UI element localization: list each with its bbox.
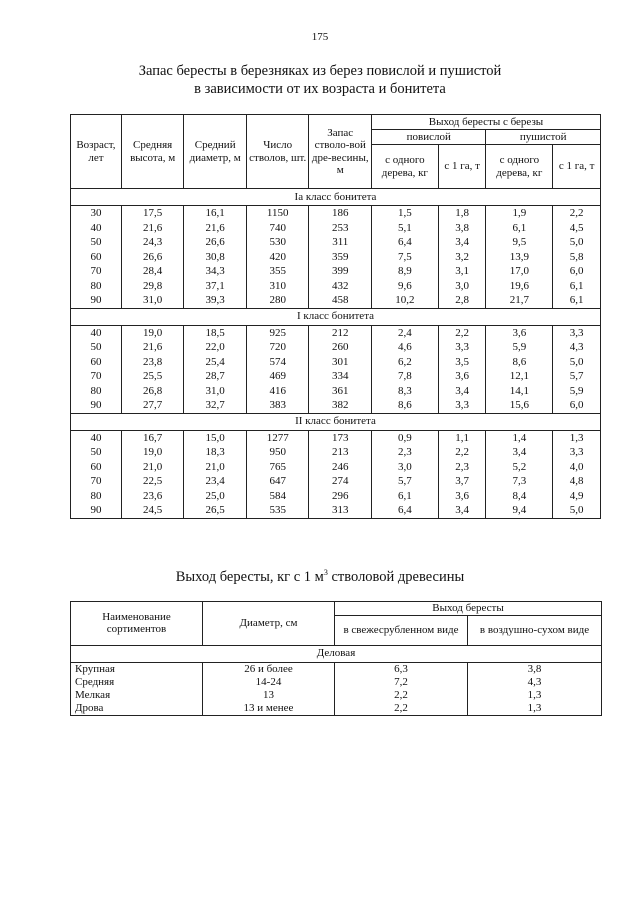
table-cell: 1,5 [372, 206, 439, 221]
table-cell: 382 [309, 398, 372, 413]
table-row [71, 264, 601, 279]
table-cell: 246 [309, 460, 372, 475]
table-cell: 29,8 [121, 279, 184, 294]
table-cell: 70 [71, 369, 122, 384]
table-cell: 334 [309, 369, 372, 384]
table-cell: 3,3 [553, 325, 601, 340]
table-cell: 30,8 [184, 250, 247, 265]
table-cell: 4,9 [553, 489, 601, 504]
table-cell: 3,4 [486, 445, 553, 460]
table-cell: 70 [71, 264, 122, 279]
table-cell: 1,4 [486, 430, 553, 445]
header-height: Средняя высота, м [121, 115, 184, 189]
table-cell: 4,5 [553, 221, 601, 236]
header-diameter-cm: Диаметр, см [203, 602, 335, 646]
table-cell: 3,0 [372, 460, 439, 475]
table-cell: 5,7 [372, 474, 439, 489]
header-pubescens-per-ha: с 1 га, т [553, 145, 601, 189]
table-cell: 173 [309, 430, 372, 445]
table-cell: 26 и более [203, 662, 335, 676]
table-cell: 19,0 [121, 445, 184, 460]
table-cell: 5,7 [553, 369, 601, 384]
table-cell: 22,5 [121, 474, 184, 489]
table-row [71, 489, 601, 504]
table-cell: 8,3 [372, 384, 439, 399]
birch-bark-stock-table [70, 114, 601, 519]
header-air-dry: в воздушно-сухом виде [468, 615, 602, 645]
table-cell: 26,6 [121, 250, 184, 265]
table-cell: 14-24 [203, 676, 335, 689]
table-cell: 39,3 [184, 293, 247, 308]
table-cell: 1,3 [468, 689, 602, 702]
table-cell: 28,4 [121, 264, 184, 279]
table-cell: 21,6 [184, 221, 247, 236]
table-cell: 40 [71, 221, 122, 236]
table-cell: 383 [246, 398, 309, 413]
table-cell: 3,6 [438, 369, 486, 384]
table-cell: 274 [309, 474, 372, 489]
table-cell: 30 [71, 206, 122, 221]
table-cell: 6,4 [372, 235, 439, 250]
table-cell: 7,3 [486, 474, 553, 489]
table-cell: 7,2 [335, 676, 468, 689]
table-row [71, 398, 601, 413]
table-cell: 9,6 [372, 279, 439, 294]
table-cell: 8,4 [486, 489, 553, 504]
table-row [71, 369, 601, 384]
table-cell: 6,3 [335, 662, 468, 676]
table-cell: 2,2 [438, 445, 486, 460]
header-diameter: Средний диаметр, м [184, 115, 247, 189]
table-cell: 355 [246, 264, 309, 279]
table-cell: 420 [246, 250, 309, 265]
table-row [71, 221, 601, 236]
table-row [71, 460, 601, 475]
table-cell: 535 [246, 503, 309, 518]
table1-title-line2: в зависимости от их возраста и бонитета [194, 81, 446, 97]
table-cell: 6,0 [553, 264, 601, 279]
table-cell: Крупная [71, 662, 203, 676]
table-cell: 18,3 [184, 445, 247, 460]
table-cell: 15,0 [184, 430, 247, 445]
table-cell: 5,9 [486, 340, 553, 355]
table-cell: 13 [203, 689, 335, 702]
header-stems: Число стволов, шт. [246, 115, 309, 189]
table-row [71, 676, 602, 689]
table-cell: 8,9 [372, 264, 439, 279]
table-cell: 584 [246, 489, 309, 504]
table-cell: 90 [71, 503, 122, 518]
table2-title-prefix: Выход бересты, кг с 1 м [175, 568, 324, 585]
table-cell: 469 [246, 369, 309, 384]
table-cell: 15,6 [486, 398, 553, 413]
table-cell: 3,3 [438, 340, 486, 355]
table-cell: 5,0 [553, 235, 601, 250]
table-cell: 23,8 [121, 355, 184, 370]
table1-body [71, 189, 601, 519]
table-cell: 21,6 [121, 221, 184, 236]
table-cell: 399 [309, 264, 372, 279]
table-cell: 9,5 [486, 235, 553, 250]
table-cell: 4,0 [553, 460, 601, 475]
table-cell: 23,4 [184, 474, 247, 489]
table-cell: 26,8 [121, 384, 184, 399]
table-cell: 530 [246, 235, 309, 250]
table-cell: Дрова [71, 702, 203, 716]
table-cell: 1,9 [486, 206, 553, 221]
table1-title [0, 62, 640, 98]
table-cell: 8,6 [486, 355, 553, 370]
section-title: I класс бонитета [71, 308, 601, 325]
table-cell: 6,1 [553, 293, 601, 308]
table-cell: 60 [71, 355, 122, 370]
table-cell: Мелкая [71, 689, 203, 702]
table-cell: 5,9 [553, 384, 601, 399]
table-cell: 416 [246, 384, 309, 399]
header-fresh: в свежесрубленном виде [335, 615, 468, 645]
table-cell: 2,2 [438, 325, 486, 340]
section-title-business: Деловая [71, 645, 602, 662]
table-cell: 5,2 [486, 460, 553, 475]
table-row [71, 293, 601, 308]
table-cell: 19,6 [486, 279, 553, 294]
table-cell: 720 [246, 340, 309, 355]
table2-title [0, 568, 640, 586]
table1-title-line1: Запас бересты в березняках из берез повислой и пушистой [138, 63, 502, 79]
table-cell: 25,0 [184, 489, 247, 504]
table-cell: 0,9 [372, 430, 439, 445]
header-age: Возраст, лет [71, 115, 122, 189]
table-cell: 2,8 [438, 293, 486, 308]
table-cell: 1,1 [438, 430, 486, 445]
table-cell: 280 [246, 293, 309, 308]
table-cell: 574 [246, 355, 309, 370]
table-cell: 8,6 [372, 398, 439, 413]
table-cell: Средняя [71, 676, 203, 689]
header-pendula-per-ha: с 1 га, т [438, 145, 486, 189]
table-cell: 260 [309, 340, 372, 355]
table2-title-sup: 3 [323, 568, 328, 577]
table-cell: 50 [71, 235, 122, 250]
table-row [71, 662, 602, 676]
table-cell: 70 [71, 474, 122, 489]
header-assortment: Наименование сортиментов [71, 602, 203, 646]
table-cell: 950 [246, 445, 309, 460]
table-cell: 296 [309, 489, 372, 504]
bark-yield-table [70, 601, 602, 716]
table-cell: 13,9 [486, 250, 553, 265]
table-cell: 6,4 [372, 503, 439, 518]
table-cell: 7,8 [372, 369, 439, 384]
table-cell: 212 [309, 325, 372, 340]
table-row [71, 474, 601, 489]
table-cell: 359 [309, 250, 372, 265]
table-cell: 90 [71, 293, 122, 308]
table-cell: 3,8 [468, 662, 602, 676]
table-cell: 4,6 [372, 340, 439, 355]
table-cell: 361 [309, 384, 372, 399]
table-row [71, 384, 601, 399]
table-cell: 1,3 [468, 702, 602, 716]
header-bark-yield: Выход бересты [335, 602, 602, 616]
table-row [71, 235, 601, 250]
table-cell: 40 [71, 430, 122, 445]
table-row [71, 503, 601, 518]
table-cell: 24,3 [121, 235, 184, 250]
table-cell: 311 [309, 235, 372, 250]
table-row [71, 445, 601, 460]
table-row [71, 250, 601, 265]
table-row [71, 355, 601, 370]
table-row [71, 340, 601, 355]
table-cell: 925 [246, 325, 309, 340]
section-title: Iа класс бонитета [71, 189, 601, 206]
table-cell: 16,7 [121, 430, 184, 445]
table-cell: 313 [309, 503, 372, 518]
table-cell: 765 [246, 460, 309, 475]
header-pendula: повислой [372, 130, 486, 145]
table-cell: 16,1 [184, 206, 247, 221]
table-cell: 21,7 [486, 293, 553, 308]
table-cell: 18,5 [184, 325, 247, 340]
table-cell: 3,3 [438, 398, 486, 413]
table-cell: 60 [71, 250, 122, 265]
table-cell: 40 [71, 325, 122, 340]
table-row [71, 430, 601, 445]
table-cell: 186 [309, 206, 372, 221]
header-pubescens: пушистой [486, 130, 601, 145]
table-cell: 1,3 [553, 430, 601, 445]
table-cell: 37,1 [184, 279, 247, 294]
table-cell: 90 [71, 398, 122, 413]
table-cell: 24,5 [121, 503, 184, 518]
table-cell: 3,0 [438, 279, 486, 294]
table-cell: 4,3 [553, 340, 601, 355]
table-cell: 14,1 [486, 384, 553, 399]
table-cell: 3,6 [438, 489, 486, 504]
table-cell: 32,7 [184, 398, 247, 413]
table-cell: 253 [309, 221, 372, 236]
table-cell: 22,0 [184, 340, 247, 355]
table-cell: 3,7 [438, 474, 486, 489]
table-cell: 60 [71, 460, 122, 475]
table-cell: 310 [246, 279, 309, 294]
table-cell: 213 [309, 445, 372, 460]
table-cell: 5,8 [553, 250, 601, 265]
table-cell: 2,2 [335, 689, 468, 702]
table-cell: 3,2 [438, 250, 486, 265]
table-cell: 10,2 [372, 293, 439, 308]
table2-body [71, 662, 602, 715]
table-cell: 2,2 [553, 206, 601, 221]
table-cell: 26,6 [184, 235, 247, 250]
table-row [71, 702, 602, 716]
table-cell: 80 [71, 384, 122, 399]
table-cell: 3,3 [553, 445, 601, 460]
table-cell: 3,4 [438, 384, 486, 399]
table-cell: 80 [71, 279, 122, 294]
table-cell: 12,1 [486, 369, 553, 384]
table-cell: 19,0 [121, 325, 184, 340]
table-cell: 4,8 [553, 474, 601, 489]
table-row [71, 689, 602, 702]
section-row [71, 189, 601, 206]
table-cell: 31,0 [121, 293, 184, 308]
table-cell: 21,0 [121, 460, 184, 475]
table-cell: 2,3 [438, 460, 486, 475]
table-cell: 432 [309, 279, 372, 294]
table-cell: 1150 [246, 206, 309, 221]
table-row [71, 325, 601, 340]
page-number: 175 [311, 31, 329, 43]
table-cell: 13 и менее [203, 702, 335, 716]
section-title: II класс бонитета [71, 413, 601, 430]
section-row [71, 413, 601, 430]
table-cell: 6,1 [553, 279, 601, 294]
header-yield: Выход бересты с березы [372, 115, 601, 130]
table-cell: 647 [246, 474, 309, 489]
table2-title-suffix: стволовой древесины [327, 568, 465, 585]
table-cell: 1,8 [438, 206, 486, 221]
table-cell: 25,5 [121, 369, 184, 384]
section-row [71, 308, 601, 325]
table-cell: 21,0 [184, 460, 247, 475]
table-cell: 3,6 [486, 325, 553, 340]
table-cell: 25,4 [184, 355, 247, 370]
table-cell: 7,5 [372, 250, 439, 265]
table-cell: 6,2 [372, 355, 439, 370]
table-cell: 9,4 [486, 503, 553, 518]
table-cell: 1277 [246, 430, 309, 445]
table-cell: 3,8 [438, 221, 486, 236]
table-cell: 5,1 [372, 221, 439, 236]
table-cell: 17,0 [486, 264, 553, 279]
table-cell: 2,2 [335, 702, 468, 716]
table-cell: 34,3 [184, 264, 247, 279]
header-stock: Запас стволо-вой дре-весины, м [309, 115, 372, 189]
table-cell: 4,3 [468, 676, 602, 689]
table-cell: 2,3 [372, 445, 439, 460]
table-cell: 6,0 [553, 398, 601, 413]
header-pubescens-per-tree: с одного дерева, кг [486, 145, 553, 189]
table-row [71, 279, 601, 294]
table-cell: 27,7 [121, 398, 184, 413]
table-cell: 26,5 [184, 503, 247, 518]
header-pendula-per-tree: с одного дерева, кг [372, 145, 439, 189]
table-cell: 28,7 [184, 369, 247, 384]
table-cell: 50 [71, 340, 122, 355]
table-cell: 31,0 [184, 384, 247, 399]
table-cell: 6,1 [372, 489, 439, 504]
table-cell: 6,1 [486, 221, 553, 236]
table-cell: 740 [246, 221, 309, 236]
table-cell: 3,1 [438, 264, 486, 279]
table-cell: 301 [309, 355, 372, 370]
table-cell: 5,0 [553, 503, 601, 518]
table-cell: 3,4 [438, 503, 486, 518]
table-cell: 458 [309, 293, 372, 308]
table-cell: 50 [71, 445, 122, 460]
table-cell: 2,4 [372, 325, 439, 340]
table-cell: 21,6 [121, 340, 184, 355]
table-cell: 3,5 [438, 355, 486, 370]
table-cell: 17,5 [121, 206, 184, 221]
table-cell: 5,0 [553, 355, 601, 370]
table-row [71, 206, 601, 221]
table-cell: 23,6 [121, 489, 184, 504]
table-cell: 3,4 [438, 235, 486, 250]
table-cell: 80 [71, 489, 122, 504]
